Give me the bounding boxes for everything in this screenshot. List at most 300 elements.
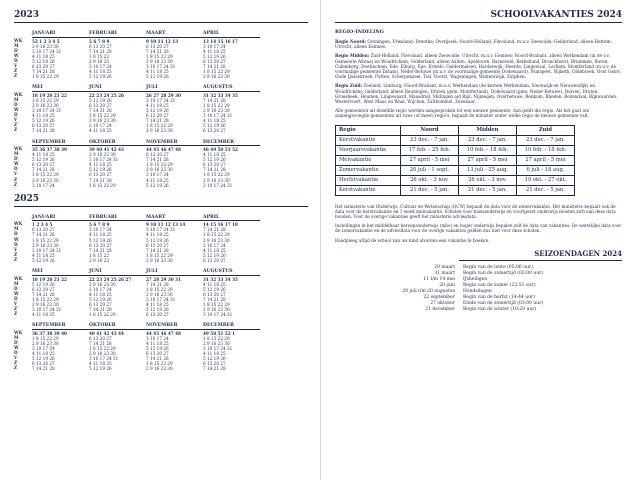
day-row: 2 9 16 23	[89, 58, 109, 64]
day-row: 3 10 17 24 31	[203, 312, 233, 318]
week-numbers: 5 6 7 8 9	[89, 38, 110, 44]
day-row: 3 10 17 24	[32, 182, 55, 188]
season-date: 27 oktober	[430, 300, 455, 306]
day-row: 1 8 15 22 29	[89, 113, 116, 119]
month-block	[146, 140, 203, 188]
day-row: 2 9 16 23 30	[203, 74, 230, 80]
day-row: 3 10 17 24 31	[89, 157, 119, 163]
day-row: 4 11 18 25	[203, 118, 226, 124]
table-row	[336, 185, 575, 195]
day-row: 6 13 20 27	[203, 58, 226, 64]
month-block	[146, 269, 203, 317]
weekday-label: WK	[14, 275, 23, 281]
table-row	[336, 135, 575, 145]
day-row: 2 9 16 23 30	[203, 177, 230, 183]
day-row: 2 9 16 23 30	[146, 128, 173, 134]
day-row: 3 10 17 24	[89, 63, 112, 69]
day-row: 3 10 17 24 31	[146, 97, 176, 103]
weekday-column	[14, 269, 32, 317]
day-row: 4 11 18 25	[146, 340, 169, 346]
month-name: JULI	[146, 85, 203, 92]
day-row: 6 13 20 27	[32, 227, 55, 233]
weekday-label: W	[14, 161, 19, 167]
year-heading: 2023	[14, 10, 308, 23]
day-row: 7 14 21 28	[89, 177, 112, 183]
month-name: OKTOBER	[89, 323, 146, 330]
weekday-label: Z	[14, 127, 18, 133]
week-numbers: 22 23 24 25 26 27	[89, 276, 132, 282]
day-row: 6 13 20 27	[32, 63, 55, 69]
day-row: 2 9 16 23 30	[89, 351, 116, 357]
week-numbers: 48 49 50 51 52	[203, 147, 238, 152]
day-row: 7 14 21 28	[203, 296, 226, 302]
month-name: JUNI	[89, 85, 146, 92]
day-row: 6 13 20 27	[32, 162, 55, 168]
weekday-label: D	[14, 166, 18, 172]
week-numbers: 39 40 41 42 43	[89, 147, 124, 152]
day-row: 5 12 19 26	[203, 123, 226, 129]
weekday-label: W	[14, 107, 19, 113]
weekday-label: M	[14, 226, 19, 232]
month-name: JULI	[146, 269, 203, 276]
day-row: 2 9 16 23 30	[203, 307, 230, 313]
day-row: 6 13 20 27	[89, 102, 112, 108]
day-row: 5 12 19 26	[203, 356, 226, 362]
day-row: 6 13 20 27	[89, 43, 112, 49]
week-numbers: 49 50 51 52 1	[203, 330, 236, 336]
weekday-label: D	[14, 101, 18, 107]
weekday-label: V	[14, 355, 18, 361]
month-block	[32, 140, 89, 188]
day-row: 5 12 19 26	[146, 307, 169, 313]
weekday-label: W	[14, 290, 19, 296]
day-row: 3 10 17 24 31	[32, 247, 62, 253]
day-row: 2 9 16 23 30	[146, 366, 173, 372]
weekday-label: WK	[14, 91, 23, 97]
month-name: APRIL	[203, 31, 260, 38]
day-row: 2 9 16 23 30	[32, 301, 59, 307]
table-cell: 26 okt. - 3 nov.	[400, 175, 458, 185]
month-block	[89, 31, 146, 79]
week-numbers: 31 32 33 34 35	[203, 92, 238, 98]
weekday-label: V	[14, 300, 18, 306]
weekday-label: D	[14, 295, 18, 301]
day-row: 5 12 19 26	[32, 58, 55, 64]
weekday-label: M	[14, 334, 19, 340]
day-row: 7 14 21 28	[89, 48, 112, 54]
day-row: 4 11 18 25	[32, 113, 55, 119]
day-row: 2 9 16 23 30	[146, 257, 173, 263]
table-cell: 21 dec. - 5 jan.	[516, 185, 574, 195]
calendar-row	[14, 140, 308, 188]
table-cell: 10 feb. - 18 feb.	[458, 145, 516, 155]
week-numbers: 14 15 16 17 18	[203, 222, 238, 228]
day-row: 2 9 16 23 30	[32, 242, 59, 248]
day-row: 7 14 21 28	[203, 227, 226, 233]
day-row: 7 14 21 28	[203, 167, 226, 173]
month-block	[203, 140, 260, 188]
month-name: DECEMBER	[203, 140, 260, 147]
table-cell: 6 juli - 18 aug.	[516, 165, 574, 175]
day-row: 2 9 16 23 30	[32, 177, 59, 183]
day-row: 7 14 21 28	[89, 307, 112, 313]
day-row: 3 10 17 24 31	[146, 63, 176, 69]
month-name: APRIL	[203, 215, 260, 222]
day-row: 1 8 15 22 29	[146, 361, 173, 367]
month-name: DECEMBER	[203, 323, 260, 330]
season-desc: Begin van de herfst (14:44 uur)	[463, 294, 535, 300]
day-row: 1 8 15 22 29	[203, 102, 230, 108]
day-row: 1 8 15 22 29	[89, 312, 116, 318]
calendar-row	[14, 323, 308, 371]
month-block	[32, 323, 89, 371]
month-name: MEI	[32, 85, 89, 92]
table-row	[336, 165, 575, 175]
weekday-label: D	[14, 156, 18, 162]
season-date: 20 maart	[434, 264, 455, 270]
day-row: 5 12 19 26	[146, 108, 169, 114]
day-row: 4 11 18 25	[146, 301, 169, 307]
day-row: 2 9 16 23 30	[203, 237, 230, 243]
month-block	[89, 85, 146, 133]
table-cell: 19 okt. - 27 okt.	[516, 175, 574, 185]
season-desc: Begin van de lente (05:06 uur)	[463, 264, 533, 270]
day-row: 5 12 19 26	[89, 237, 112, 243]
month-name: NOVEMBER	[146, 323, 203, 330]
month-block	[32, 215, 89, 263]
weekday-label: M	[14, 42, 19, 48]
day-row: 3 10 17 24	[203, 43, 226, 49]
day-row: 3 10 17 24 31	[203, 346, 233, 352]
day-row: 7 14 21 28	[89, 340, 112, 346]
day-row: 5 12 19 26	[89, 97, 112, 103]
week-numbers: 44 45 46 47 48	[146, 147, 181, 152]
weekday-label: Z	[14, 251, 18, 257]
weekday-label: Z	[14, 256, 18, 262]
weekday-label: D	[14, 57, 18, 63]
table-row	[336, 145, 575, 155]
day-row: 4 11 18 25	[32, 53, 55, 59]
day-row: 4 11 18 25	[89, 232, 112, 238]
day-row: 5 12 19 26	[203, 53, 226, 59]
day-row: 1 8 15 22 29	[146, 123, 173, 129]
weekday-label: W	[14, 52, 19, 58]
day-row: 6 13 20 27	[89, 335, 112, 341]
day-row: 3 10 17 24 31	[32, 108, 62, 114]
day-row: 7 14 21 28	[146, 157, 169, 163]
month-block	[146, 323, 203, 371]
table-cell: Herfstvakantie	[336, 175, 401, 185]
season-date: 20 juli t/m 20 augustus	[402, 288, 455, 294]
day-row: 5 12 19 26	[146, 346, 169, 352]
day-row: 2 9 16 23 30	[146, 291, 173, 297]
weekday-label: Z	[14, 306, 18, 312]
month-name: FEBRUARI	[89, 31, 146, 38]
month-name: OKTOBER	[89, 140, 146, 147]
day-row: 1 8 15 22 29	[32, 335, 59, 341]
day-row: 3 10 17 24	[32, 346, 55, 352]
day-row: 7 14 21 28	[32, 291, 55, 297]
advice-paragraph: Alle gemeenten uit dezelfde regio worden aangesproken tot een nieuwe gemeente, dan geldt die regio. Als het gaat om samengevoegde gemeenten uit twee (of meer) regio's, bepaalt de minister onder welke regio de nieuwe gemeente valt.	[335, 108, 590, 119]
weekday-label: M	[14, 151, 19, 157]
weekday-label: WK	[14, 146, 23, 151]
week-numbers: 9 10 11 12 13 14	[146, 222, 186, 228]
day-row: 5 12 19 26	[203, 286, 226, 292]
day-row: 2 9 16 23 30	[32, 102, 59, 108]
season-date: 22 september	[423, 294, 455, 300]
week-numbers: 18 19 20 21 22	[32, 276, 67, 282]
week-numbers: 26 27 28 29 30	[146, 92, 181, 98]
day-row: 2 9 16 23	[89, 257, 109, 263]
day-row: 4 11 18 25	[203, 351, 226, 357]
week-numbers: 13 14 15 16 17	[203, 38, 238, 44]
day-row: 3 10 17 24	[146, 172, 169, 178]
weekday-column	[14, 140, 32, 188]
region-noord: Regio Noord: Groningen; Friesland; Drenthe; Overijssel; Noord-Holland; Flevoland, m.u.v. Zeewolde; Gelderland, alleen Hattem; Utrecht, alleen Eemnes.	[335, 39, 612, 50]
day-row: 2 9 16 23 30	[203, 108, 230, 114]
day-row: 5 12 19 26	[32, 257, 55, 263]
day-row: 3 10 17 24 31	[146, 227, 176, 233]
table-cell: Zomervakantie	[336, 165, 401, 175]
region-zuid: Regio Zuid: Zeeland; Limburg; Noord-Brabant, m.u.v. Werkendam (de kernen Werkendam, Sleeuwijk en Nieuwendijk) en Woudrichem; Gelderland, alleen Beuningen, Druten (gem. Montferland), Dodewaard (gem. Neder-Betuwe), Duiven, Druten, Groesbeek, Heumen, Lingewaard, Maasdriel, Millingen a/d Rijn, Nijmegen, Overbetuwe, Renkum, Rheden, Rozendaal, Rijnwaarden, Westervoort, West Maas en Waal, Wijchen, Zaltbommel, Zevenaar.	[335, 83, 618, 105]
month-block	[203, 269, 260, 317]
day-row: 7 14 21 28	[89, 108, 112, 114]
day-row: 2 9 16 23 30	[32, 340, 59, 346]
table-row	[336, 155, 575, 165]
month-block	[203, 31, 260, 79]
season-desc: Begin van de zomertijd (02:00 uur)	[463, 270, 544, 276]
day-row: 2 9 16 23 30	[89, 118, 116, 124]
table-cell: 23 dec. - 7 jan.	[400, 135, 458, 145]
day-row: 1 8 15 22 29	[89, 346, 116, 352]
weekday-label: D	[14, 339, 18, 345]
day-row: 7 14 21 28	[146, 356, 169, 362]
weekday-column	[14, 215, 32, 263]
table-cell: Voorjaarsvakantie	[336, 145, 401, 155]
day-row: 4 11 18 25	[146, 232, 169, 238]
month-name: NOVEMBER	[146, 140, 203, 147]
day-row: 3 10 17 24 31	[89, 356, 119, 362]
table-cell: 26 okt. - 3 nov.	[458, 175, 516, 185]
month-block	[146, 215, 203, 263]
region-midden: Regio Midden: Zuid-Holland; Flevoland, alleen Zeewolde; Utrecht, m.u.v. Eemnes; Noord-Brabant, alleen Werkendam (in de v.v. Gemeente Altena) en Woudrichem; Gelderland, alleen Aalten, Apeldoorn, Barneveld, Berkelland, Bronckhorst, Brummen, Buren, Culemborg, Doetinchem, Ede, Elburg, Epe, Ermelo, Geldermalsen, Harderwijk, Heerde, Lingewaal, Lochem, Montferland (m.u.v. de voormalige gemeente Didam), Neder-Betuwe (m.u.v. de voormalige gemeente Dodewaard), Nunspeet, Nijkerk, Oldebroek, Oost Gelre, Oude IJsselstreek, Putten, Scherpenzeel, Tiel, Voorst, Wageningen, Winterswijk, Zutphen.	[335, 53, 622, 80]
day-row: 5 12 19 26	[203, 157, 226, 163]
ocw-paragraph: Het ministerie van Onderwijs, Cultuur en Wetenschap (OCW) bepaalt de data voor de zomervakantie. Het ministerie bepaalt ook de data voor de kerstvakantie en 1 week meivakantie. Scholen voor basisonderwijs en voortgezet onderwijs moeten zich aan deze data houden. Voor de overige vakanties geeft het ministerie adviesdata.	[335, 203, 616, 220]
season-date: 21 december	[425, 306, 455, 312]
table-cell: Kerstvakantie	[336, 135, 401, 145]
weekday-label: D	[14, 350, 18, 356]
day-row: 1 8 15 22	[89, 252, 109, 258]
week-numbers: 22 23 24 25 26	[89, 92, 124, 98]
month-name: SEPTEMBER	[32, 140, 89, 147]
day-row: 4 11 18 25	[146, 102, 169, 108]
day-row: 7 14 21 28	[32, 366, 55, 372]
day-row: 3 10 17 24	[89, 286, 112, 292]
table-cell: 20 juli - 1 sept.	[400, 165, 458, 175]
table-cell: 27 april - 5 mei	[516, 155, 574, 165]
day-row: 4 11 18 25	[203, 247, 226, 253]
day-row: 7 14 21 28	[32, 232, 55, 238]
day-row: 4 11 18 25	[89, 162, 112, 168]
day-row: 7 14 21 28	[32, 69, 55, 75]
day-row: 1 8 15 22	[89, 53, 109, 59]
day-row: 2 9 16 23 30	[146, 167, 173, 173]
season-desc: Einde van de zomertijd (03:00 uur)	[463, 300, 544, 306]
season-desc: Begin van de winter (10:20 uur)	[463, 306, 537, 312]
day-row: 7 14 21 28	[203, 63, 226, 69]
season-date: 20 juni	[439, 282, 455, 288]
month-block	[89, 269, 146, 317]
day-row: 6 13 20 27	[146, 43, 169, 49]
weekday-label: WK	[14, 221, 23, 227]
day-row: 5 12 19 26	[32, 118, 55, 124]
weekday-label: WK	[14, 37, 23, 43]
weekday-column	[14, 323, 32, 371]
day-row: 7 14 21 28	[146, 247, 169, 253]
day-row: 7 14 21 28	[203, 97, 226, 103]
weekday-label: Z	[14, 176, 18, 182]
season-row	[335, 307, 622, 313]
day-row: 4 11 18 25	[203, 152, 226, 158]
month-name: JANUARI	[32, 31, 89, 38]
week-numbers: 52 1 2 3 4 5	[32, 38, 60, 44]
week-numbers: 5 6 7 8 9	[89, 222, 110, 228]
region-heading: REGIO-INDELING	[335, 29, 384, 35]
day-row: 1 8 15 22 29	[203, 301, 230, 307]
day-row: 3 10 17 24	[203, 242, 226, 248]
day-row: 4 11 18 25	[89, 291, 112, 297]
month-name: FEBRUARI	[89, 215, 146, 222]
day-row: 3 10 17 24	[89, 123, 112, 129]
day-row: 7 14 21 28	[203, 366, 226, 372]
day-row: 1 8 15 22 29	[32, 172, 59, 178]
weekday-label: Z	[14, 311, 18, 317]
calendar-row	[14, 85, 308, 133]
weekday-label: V	[14, 117, 18, 123]
week-numbers: 40 41 42 43 44	[89, 330, 124, 336]
week-numbers: 35 36 37 38 39	[32, 147, 67, 152]
seasons-list	[335, 265, 622, 313]
day-row: 6 13 20 27	[146, 113, 169, 119]
day-row: 1 8 15 22 29	[146, 286, 173, 292]
day-row: 4 11 18 25	[32, 152, 55, 158]
day-row: 2 9 16 23 30	[32, 43, 59, 49]
weekday-label: D	[14, 231, 18, 237]
day-row: 1 8 15 22 29	[32, 74, 59, 80]
day-row: 7 14 21 28	[32, 167, 55, 173]
weekday-label: M	[14, 96, 19, 102]
day-row: 6 13 20 27	[203, 128, 226, 134]
day-row: 5 12 19 26	[32, 157, 55, 163]
day-row: 5 12 19 26	[32, 356, 55, 362]
day-row: 1 8 15 22 29	[146, 252, 173, 258]
weekday-label: Z	[14, 68, 18, 74]
day-row: 5 12 19 26	[89, 74, 112, 80]
day-row: 7 14 21 28	[146, 118, 169, 124]
month-block	[146, 85, 203, 133]
week-numbers: 44 45 46 47 48	[146, 330, 181, 336]
table-row	[336, 175, 575, 185]
season-date: 31 maart	[434, 270, 455, 276]
day-row: 3 10 17 24 31	[146, 296, 176, 302]
day-row: 7 14 21 28	[32, 128, 55, 134]
weekday-label: V	[14, 62, 18, 68]
day-row: 1 8 15 22 29	[203, 335, 230, 341]
week-numbers: 27 28 29 30 31	[146, 276, 181, 282]
day-row: 4 11 18 25	[89, 361, 112, 367]
day-row: 1 8 15 22 29	[203, 172, 230, 178]
day-row: 4 11 18 25	[89, 69, 112, 75]
day-row: 4 11 18 25	[203, 48, 226, 54]
day-row: 7 14 21 28	[89, 247, 112, 253]
month-block	[203, 323, 260, 371]
table-cell: 23 dec. - 7 jan.	[458, 135, 516, 145]
weekday-label: D	[14, 241, 18, 247]
table-header-cell: Midden	[458, 125, 516, 135]
day-row: 1 8 15 22 29	[203, 232, 230, 238]
day-row: 3 10 17 24	[146, 335, 169, 341]
season-desc: Hondsdagen	[463, 288, 492, 294]
seasons-title: SEIZOENDAGEN 2024	[459, 249, 622, 261]
day-row: 4 11 18 25	[89, 128, 112, 134]
day-row: 2 9 16 23 30	[203, 340, 230, 346]
month-name: MAART	[146, 31, 203, 38]
day-row: 6 13 20 27	[146, 152, 169, 158]
day-row: 1 8 15 22 29	[32, 296, 59, 302]
day-row: 5 12 19 26	[146, 74, 169, 80]
table-cell: 13 juli - 25 aug.	[458, 165, 516, 175]
day-row: 5 12 19 26	[146, 182, 169, 188]
season-desc: Begin van de zomer (22:51 uur)	[463, 282, 536, 288]
weekday-label: M	[14, 280, 19, 286]
day-row: 6 13 20 27	[32, 361, 55, 367]
day-row: 6 13 20 27	[32, 123, 55, 129]
day-row: 3 10 17 24 31	[32, 307, 62, 313]
day-row: 2 9 16 23 30	[146, 58, 173, 64]
day-row: 6 13 20 27	[89, 301, 112, 307]
calendar-row	[14, 269, 308, 317]
table-header-cell: Noord	[400, 125, 458, 135]
table-cell: Kerstvakantie	[336, 185, 401, 195]
month-name: MAART	[146, 215, 203, 222]
weekday-label: D	[14, 112, 18, 118]
day-row: 1 8 15 22 29	[32, 237, 59, 243]
calendar-row	[14, 215, 308, 263]
day-row: 5 12 19 26	[203, 252, 226, 258]
week-numbers: 18 19 20 21 22	[32, 92, 67, 98]
weekday-label: Z	[14, 365, 18, 371]
day-row: 2 9 16 23 30	[89, 281, 116, 287]
day-row: 6 13 20 27	[203, 291, 226, 297]
day-row: 6 13 20 27	[203, 257, 226, 263]
day-row: 4 11 18 25	[32, 351, 55, 357]
day-row: 2 9 16 23 30	[89, 152, 116, 158]
table-cell: Meivakantie	[336, 155, 401, 165]
check-paragraph: Raadpleeg altijd de school van uw kind alvorens een vakantie te boeken.	[335, 237, 490, 243]
month-block	[203, 85, 260, 133]
day-row: 4 11 18 25	[146, 69, 169, 75]
table-cell: 27 april - 5 mei	[458, 155, 516, 165]
month-block	[32, 269, 89, 317]
weekday-label: WK	[14, 329, 23, 335]
table-cell: 21 dec. - 5 jan.	[458, 185, 516, 195]
month-name: JANUARI	[32, 215, 89, 222]
month-block	[32, 85, 89, 133]
day-row: 6 13 20 27	[89, 242, 112, 248]
calendar-row	[14, 31, 308, 79]
week-numbers: 36 37 38 39 40	[32, 330, 67, 336]
day-row: 5 12 19 26	[89, 296, 112, 302]
